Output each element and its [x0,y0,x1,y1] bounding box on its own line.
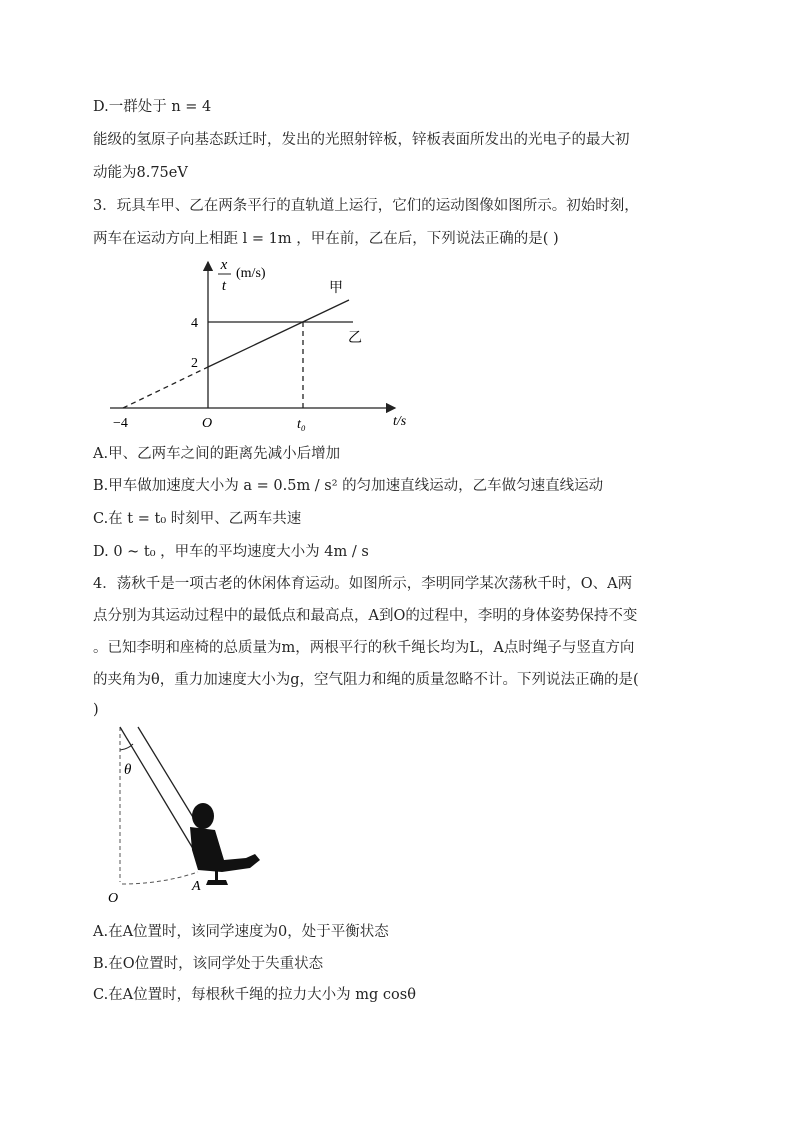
tick-x-t0: t₀ [297,417,306,432]
q3-stem-line2: 两车在运动方向上相距 l = 1m ，甲在前，乙在后，下列说法正确的是( ) [93,231,559,247]
point-o-label: O [108,891,119,906]
q4-option-a: A.在A位置时，该同学速度为0，处于平衡状态 [93,924,389,940]
line-yi-label: 乙 [348,331,362,346]
y-label-denominator: t [221,278,227,294]
velocity-time-graph [105,250,425,440]
origin-label: O [202,416,213,431]
q4-stem-line2: 点分别为其运动过程中的最低点和最高点，A到O的过程中，李明的身体姿势保持不变 [93,608,638,624]
q3-option-d: D. 0 ~ t₀ ，甲车的平均速度大小为 4m / s [93,544,369,560]
q4-stem-line1: 4．荡秋千是一项古老的休闲体育运动。如图所示，李明同学某次荡秋千时，O、A两 [93,576,633,592]
q3-option-b: B.甲车做加速度大小为 a = 0.5m / s² 的匀加速直线运动，乙车做匀速直线运动 [93,478,604,494]
tick-y-4: 4 [191,316,198,331]
person-silhouette [190,803,260,885]
y-axis-unit: (m/s) [236,266,266,281]
q3-stem-line1: 3．玩具车甲、乙在两条平行的直轨道上运行，它们的运动图像如图所示。初始时刻， [93,198,639,214]
q4-stem-line5: ) [93,702,99,718]
q3-option-c: C.在 t = t₀ 时刻甲、乙两车共速 [93,511,302,527]
point-a-label: A [192,879,201,894]
q4-stem-line3: 。已知李明和座椅的总质量为m，两根平行的秋千绳长均为L，A点时绳子与竖直方向 [93,640,635,656]
q4-stem-line4: 的夹角为θ，重力加速度大小为g，空气阻力和绳的质量忽略不计。下列说法正确的是( [93,672,639,688]
q3-option-a: A.甲、乙两车之间的距离先减小后增加 [93,446,341,462]
swing-arc [122,872,198,884]
tick-x-neg4: −4 [113,416,128,431]
y-label-numerator: x [220,257,228,273]
q4-option-b: B.在O位置时，该同学处于失重状态 [93,956,324,972]
line-jia-dashed [123,367,208,408]
rope-left [120,727,195,852]
tick-y-2: 2 [191,356,198,371]
swing-figure [100,722,280,907]
prev-option-d-line3: 动能为8.75eV [93,165,188,181]
q4-option-c: C.在A位置时，每根秋千绳的拉力大小为 mg cosθ [93,987,416,1003]
angle-theta-label: θ [124,762,132,778]
line-jia-label: 甲 [329,281,343,296]
x-axis-label: t/s [393,414,407,429]
line-jia-solid [208,300,349,367]
prev-option-d-line2: 能级的氢原子向基态跃迁时，发出的光照射锌板，锌板表面所发出的光电子的最大初 [93,132,630,148]
prev-option-d-line1: D.一群处于 n = 4 [93,99,212,115]
